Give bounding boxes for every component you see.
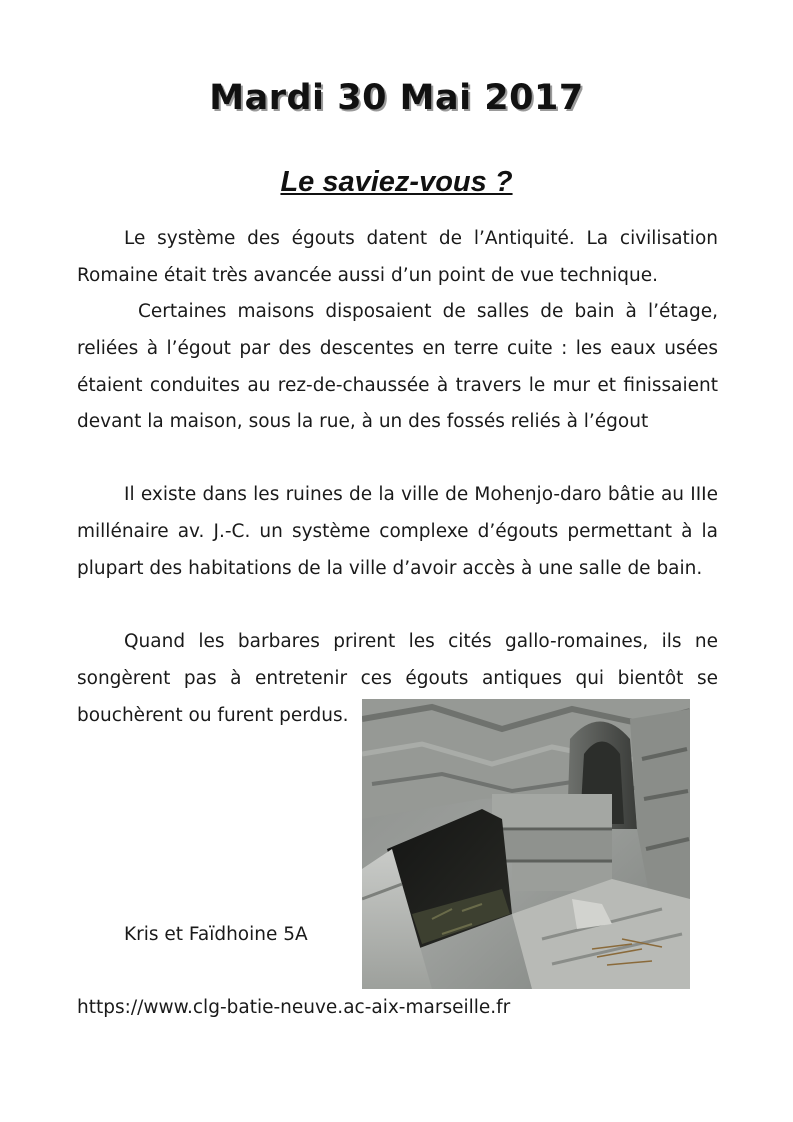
page-title: Mardi 30 Mai 2017 <box>209 78 584 118</box>
author-signature: Kris et Faïdhoine 5A <box>124 924 308 945</box>
paragraph-mohenjo-daro: Il existe dans les ruines de la ville de Mohenjo-daro bâtie au IIIe millénaire av. J.-C. un système complexe d’égouts permettant à la plupart des habitations de la ville d’avoir accès à une salle de bain. <box>77 484 718 579</box>
section-subtitle: Le saviez-vous ? <box>280 166 513 198</box>
paragraph-antiquity: Le système des égouts datent de l’Antiquité. La civilisation Romaine était très avancée aussi d’un point de vue technique. <box>77 228 718 286</box>
paragraph-roman-houses: Certaines maisons disposaient de salles de bain à l’étage, reliées à l’égout par des descentes en terre cuite : les eaux usées étaient conduites au rez-de-chaussée à travers le mur et finissaient devant la maison, sous la rue, à un des fossés reliés à l’égout <box>77 301 718 433</box>
sewer-ruins-photo <box>362 699 690 989</box>
paragraph-barbarians: Quand les barbares prirent les cités gallo-romaines, ils ne songèrent pas à entretenir ces égouts antiques qui bientôt se bouchèrent ou furent perdus. <box>77 631 718 726</box>
school-url: https://www.clg-batie-neuve.ac-aix-marseille.fr <box>77 997 511 1018</box>
